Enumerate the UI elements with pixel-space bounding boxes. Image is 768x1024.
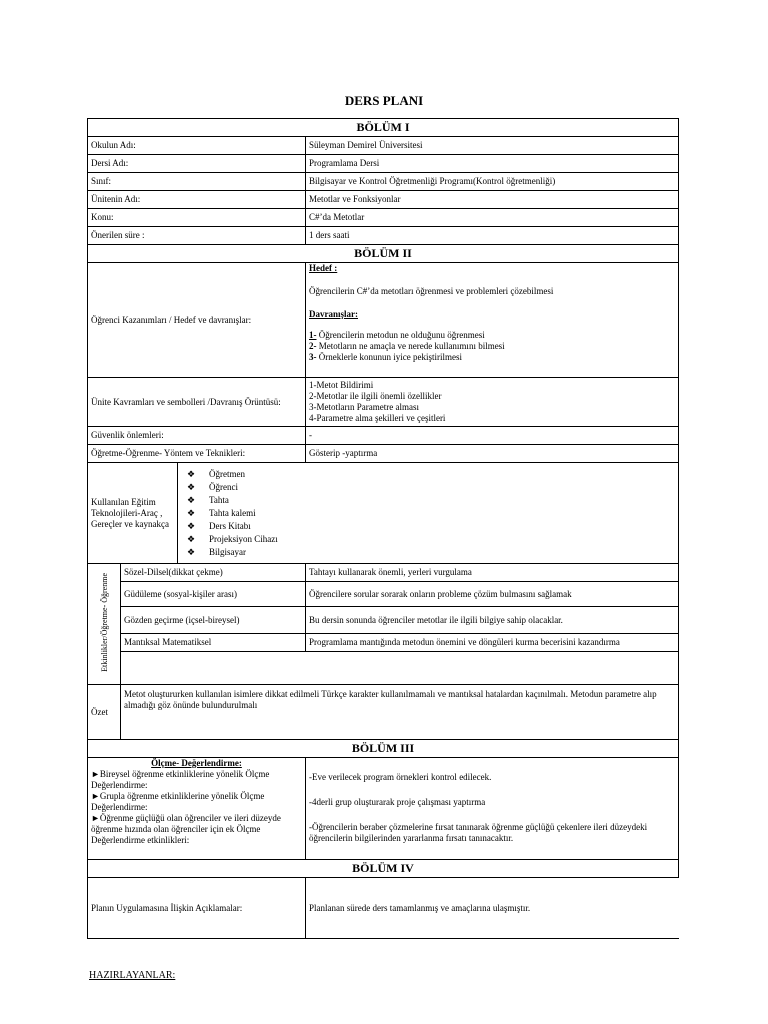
unite-item: 3-Metotların Parametre alması (309, 402, 419, 412)
label-kazanim: Öğrenci Kazanımları / Hedef ve davranışlar: (88, 263, 306, 378)
value-okul: Süleyman Demirel Üniversitesi (306, 137, 679, 155)
davranis-item: 3- Örneklerle konunun iyice pekiştirilmesi (309, 352, 462, 362)
arac-list (181, 468, 675, 559)
unite-item: 1-Metot Bildirimi (309, 380, 374, 390)
value-sure: 1 ders saati (306, 227, 679, 245)
olcme-right-line: -4derli grup oluşturarak proje çalışması yaptırma (309, 797, 486, 807)
arac-list-cell (178, 463, 679, 564)
value-yontem: Gösterip -yaptırma (306, 445, 679, 463)
row-konu (88, 209, 679, 227)
label-uygulama: Planın Uygulamasına İlişkin Açıklamalar: (88, 878, 306, 939)
row-okul (88, 137, 679, 155)
olcme-left-cell (88, 758, 306, 860)
row-kazanim (88, 263, 679, 378)
label-okul: Okulun Adı: (88, 137, 306, 155)
unite-kavram-list (306, 378, 679, 427)
row-arac (88, 463, 679, 564)
diamond-bullet-icon: ❖ (187, 468, 196, 479)
unite-item: 2-Metotlar ile ilgili önemli özellikler (309, 391, 442, 401)
row-sure (88, 227, 679, 245)
row-etkinlik-1 (88, 564, 679, 582)
section-header-bolum-3: BÖLÜM III (88, 740, 679, 758)
value-ozet: Metot oluştururken kullanılan isimlere dikkat edilmeli Türkçe karakter kullanılmamalı ve mantıksal hatalardan kaçınılmalı. Metodun parametre alıp almadığı göz önünde bulundurulmalı (121, 685, 679, 740)
list-item: ❖ Projeksiyon Cihazı (187, 533, 278, 544)
list-item: ❖ Ders Kitabı (187, 520, 251, 531)
row-ders (88, 155, 679, 173)
olcme-right-line: -Eve verilecek program örnekleri kontrol edilecek. (309, 772, 492, 782)
row-sinif (88, 173, 679, 191)
value-ders: Programlama Dersi (306, 155, 679, 173)
value-uygulama: Planlanan sürede ders tamamlanmış ve amaçlarına ulaşmıştır. (306, 878, 679, 939)
etkinlik-value: Programlama mantığında metodun önemini ve döngüleri kurma becerisini kazandırma (306, 634, 679, 652)
section-header-bolum-2: BÖLÜM II (88, 245, 679, 263)
row-etkinlik-4 (88, 634, 679, 652)
page-title: DERS PLANI (344, 93, 424, 108)
value-sinif: Bilgisayar ve Kontrol Öğretmenliği Programı(Kontrol öğretmenliği) (306, 173, 679, 191)
section-header-bolum-4: BÖLÜM IV (88, 860, 679, 878)
diamond-bullet-icon: ❖ (187, 546, 196, 557)
label-arac: Kullanılan Eğitim Teknolojileri-Araç , Gereçler ve kaynakça (88, 463, 178, 564)
etkinlik-label: Mantıksal Matematiksel (121, 634, 306, 652)
row-unite (88, 191, 679, 209)
davranis-title: Davranışlar: (309, 309, 358, 319)
ders-plani-table (87, 118, 679, 939)
row-guvenlik (88, 427, 679, 445)
label-unite: Ünitenin Adı: (88, 191, 306, 209)
diamond-bullet-icon: ❖ (187, 494, 196, 505)
list-item: ❖ Öğretmen (187, 468, 245, 479)
olcme-title: Ölçme- Değerlendirme: (151, 758, 242, 768)
davranis-item: 1- Öğrencilerin metodun ne olduğunu öğrenmesi (309, 330, 485, 340)
hedef-davranis-cell (306, 263, 679, 378)
davranis-item: 2- Metotların ne amaçla ve nerede kullanımını bilmesi (309, 341, 505, 351)
list-item: ❖ Bilgisayar (187, 546, 246, 557)
label-guvenlik: Güvenlik önlemleri: (88, 427, 306, 445)
unite-item: 4-Parametre alma şekilleri ve çeşitleri (309, 413, 446, 423)
row-ozet (88, 685, 679, 740)
row-etkinlik-3 (88, 607, 679, 634)
label-sinif: Sınıf: (88, 173, 306, 191)
row-unite-kavram (88, 378, 679, 427)
value-konu: C#’da Metotlar (306, 209, 679, 227)
section-header-bolum-1: BÖLÜM I (88, 119, 679, 137)
label-ozet: Özet (88, 685, 121, 740)
etkinlik-label: Gözden geçirme (içsel-bireysel) (121, 607, 306, 634)
label-sure: Önerilen süre : (88, 227, 306, 245)
etkinlik-label: Güdüleme (sosyal-kişiler arası) (121, 582, 306, 607)
olcme-left-line: ►Bireysel öğrenme etkinliklerine yönelik Ölçme Değerlendirme: (91, 769, 270, 790)
hazirlayanlar-label: HAZIRLAYANLAR: (89, 970, 176, 981)
value-guvenlik: - (306, 427, 679, 445)
label-konu: Konu: (88, 209, 306, 227)
etkinlik-vertical-label: Etkinlikler/Öğretme- Öğrenme (99, 573, 109, 672)
hedef-title: Hedef : (309, 263, 338, 273)
diamond-bullet-icon: ❖ (187, 481, 196, 492)
olcme-right-cell (306, 758, 679, 860)
etkinlik-value: Tahtayı kullanarak önemli, yerleri vurgulama (306, 564, 679, 582)
diamond-bullet-icon: ❖ (187, 520, 196, 531)
row-etkinlik-empty (88, 652, 679, 685)
label-unite-kavram: Ünite Kavramları ve sembolleri /Davranış Örüntüsü: (88, 378, 306, 427)
olcme-right-line: -Öğrencilerin beraber çözmelerine fırsat tanınarak öğrenme güçlüğü çekenlere ileri düzeydeki öğrencilerin bilgilerinden yararlanma fırsatı tanınacaktır. (309, 822, 648, 843)
etkinlik-value: Bu dersin sonunda öğrenciler metotlar ile ilgili bilgiye sahip olacaklar. (306, 607, 679, 634)
olcme-left-line: ►Grupla öğrenme etkinliklerine yönelik Ölçme Değerlendirme: (91, 791, 265, 812)
etkinlik-vertical-label-cell (88, 564, 121, 685)
list-item: ❖ Öğrenci (187, 481, 238, 492)
diamond-bullet-icon: ❖ (187, 533, 196, 544)
hedef-text: Öğrencilerin C#’da metotları öğrenmesi ve problemleri çözebilmesi (309, 286, 554, 296)
diamond-bullet-icon: ❖ (187, 507, 196, 518)
row-etkinlik-2 (88, 582, 679, 607)
value-unite: Metotlar ve Fonksiyonlar (306, 191, 679, 209)
row-yontem (88, 445, 679, 463)
etkinlik-value: Öğrencilere sorular sorarak onların probleme çözüm bulmasını sağlamak (306, 582, 679, 607)
list-item: ❖ Tahta kalemi (187, 507, 256, 518)
label-ders: Dersi Adı: (88, 155, 306, 173)
list-item: ❖ Tahta (187, 494, 229, 505)
etkinlik-empty-cell (121, 652, 679, 685)
row-uygulama (88, 878, 679, 939)
row-olcme (88, 758, 679, 860)
etkinlik-label: Sözel-Dilsel(dikkat çekme) (121, 564, 306, 582)
olcme-left-line: ►Öğrenme güçlüğü olan öğrenciler ve ileri düzeyde öğrenme hızında olan öğrenciler için ek Ölçme Değerlendirme etkinlikleri: (91, 813, 281, 845)
label-yontem: Öğretme-Öğrenme- Yöntem ve Teknikleri: (88, 445, 306, 463)
